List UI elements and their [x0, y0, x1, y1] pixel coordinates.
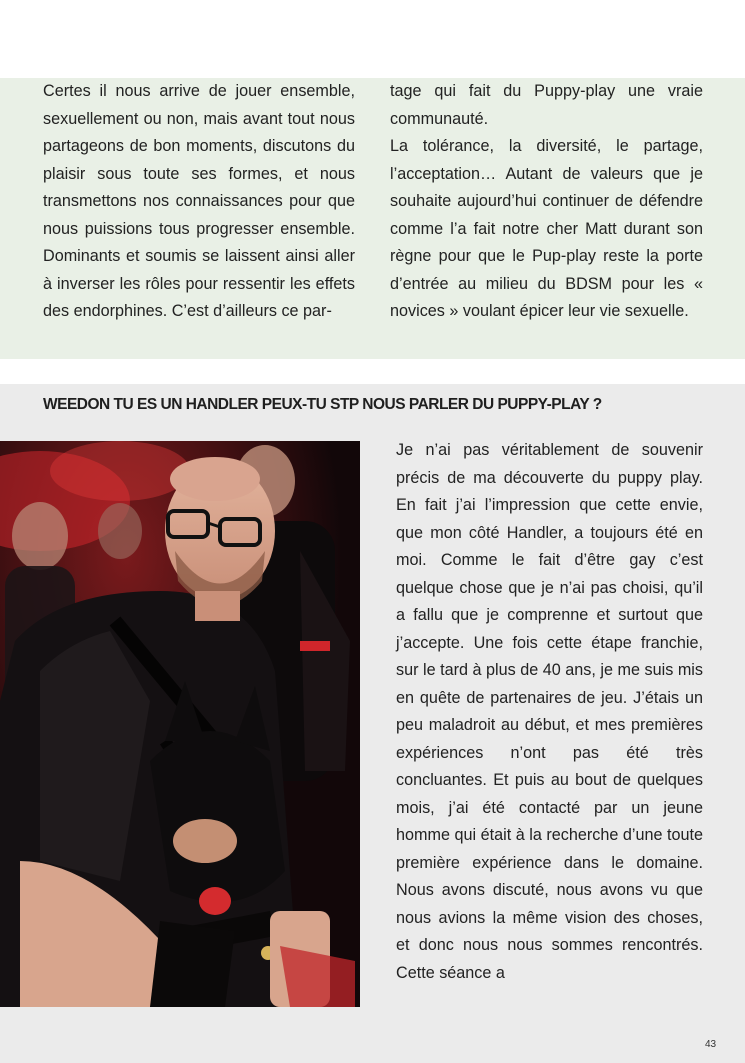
paragraph: La tolérance, la diversité, le partage, l’acceptation… Autant de valeurs que je souhaite aujourd’hui continuer de défendre comme l’a fait notre cher Matt durant son règne pour que le Pup-play reste la porte d’entrée au milieu du BDSM pour les « novices » voulant épicer leur vie sexuelle. — [390, 137, 703, 320]
section-divider — [0, 359, 745, 384]
page-number: 43 — [705, 1039, 717, 1050]
text-column-right — [390, 78, 703, 326]
interview-answer-column — [396, 437, 703, 987]
photo-illustration — [0, 441, 360, 1007]
handler-and-pup-photo — [0, 441, 360, 1007]
paragraph: tage qui fait du Puppy-play une vraie communauté. — [390, 82, 703, 128]
paragraph: Je n’ai pas véritablement de souvenir précis de ma découverte du puppy play. En fait j’ai l’impression que cette envie, que mon côté Handler, a toujours été en moi. Comme le fait d’être gay c’est quelque chose que je n’ai pas choisi, qu’il a fallu que je comprenne et surtout que j’accepte. Une fois cette étape franchie, sur le tard à plus de 40 ans, je me suis mis en quête de partenaires de jeu. J’étais un peu maladroit au début, et mes premières expériences n’ont pas été très concluantes. Et puis au bout de quelques mois, j’ai été contacté par un jeune homme qui était à la recherche d’une toute première expérience dans le domaine. Nous avons discuté, nous avons vu que nous avions la même vision des choses, et donc nous nous sommes rencontrés. Cette séance a — [396, 441, 703, 982]
interview-question-heading: WEEDON TU ES UN HANDLER PEUX-TU STP NOUS PARLER DU PUPPY-PLAY ? — [43, 396, 602, 413]
paragraph: Certes il nous arrive de jouer ensemble, sexuellement ou non, mais avant tout nous partageons de bon moments, discutons du plaisir sous toute ses formes, et nous transmettons nos connaissances pour que nous puissions tous progresser ensemble. Dominants et soumis se laissent ainsi aller à inverser les rôles pour ressentir les effets des endorphines. C’est d’ailleurs ce par- — [43, 82, 355, 320]
text-column-left — [43, 78, 355, 326]
